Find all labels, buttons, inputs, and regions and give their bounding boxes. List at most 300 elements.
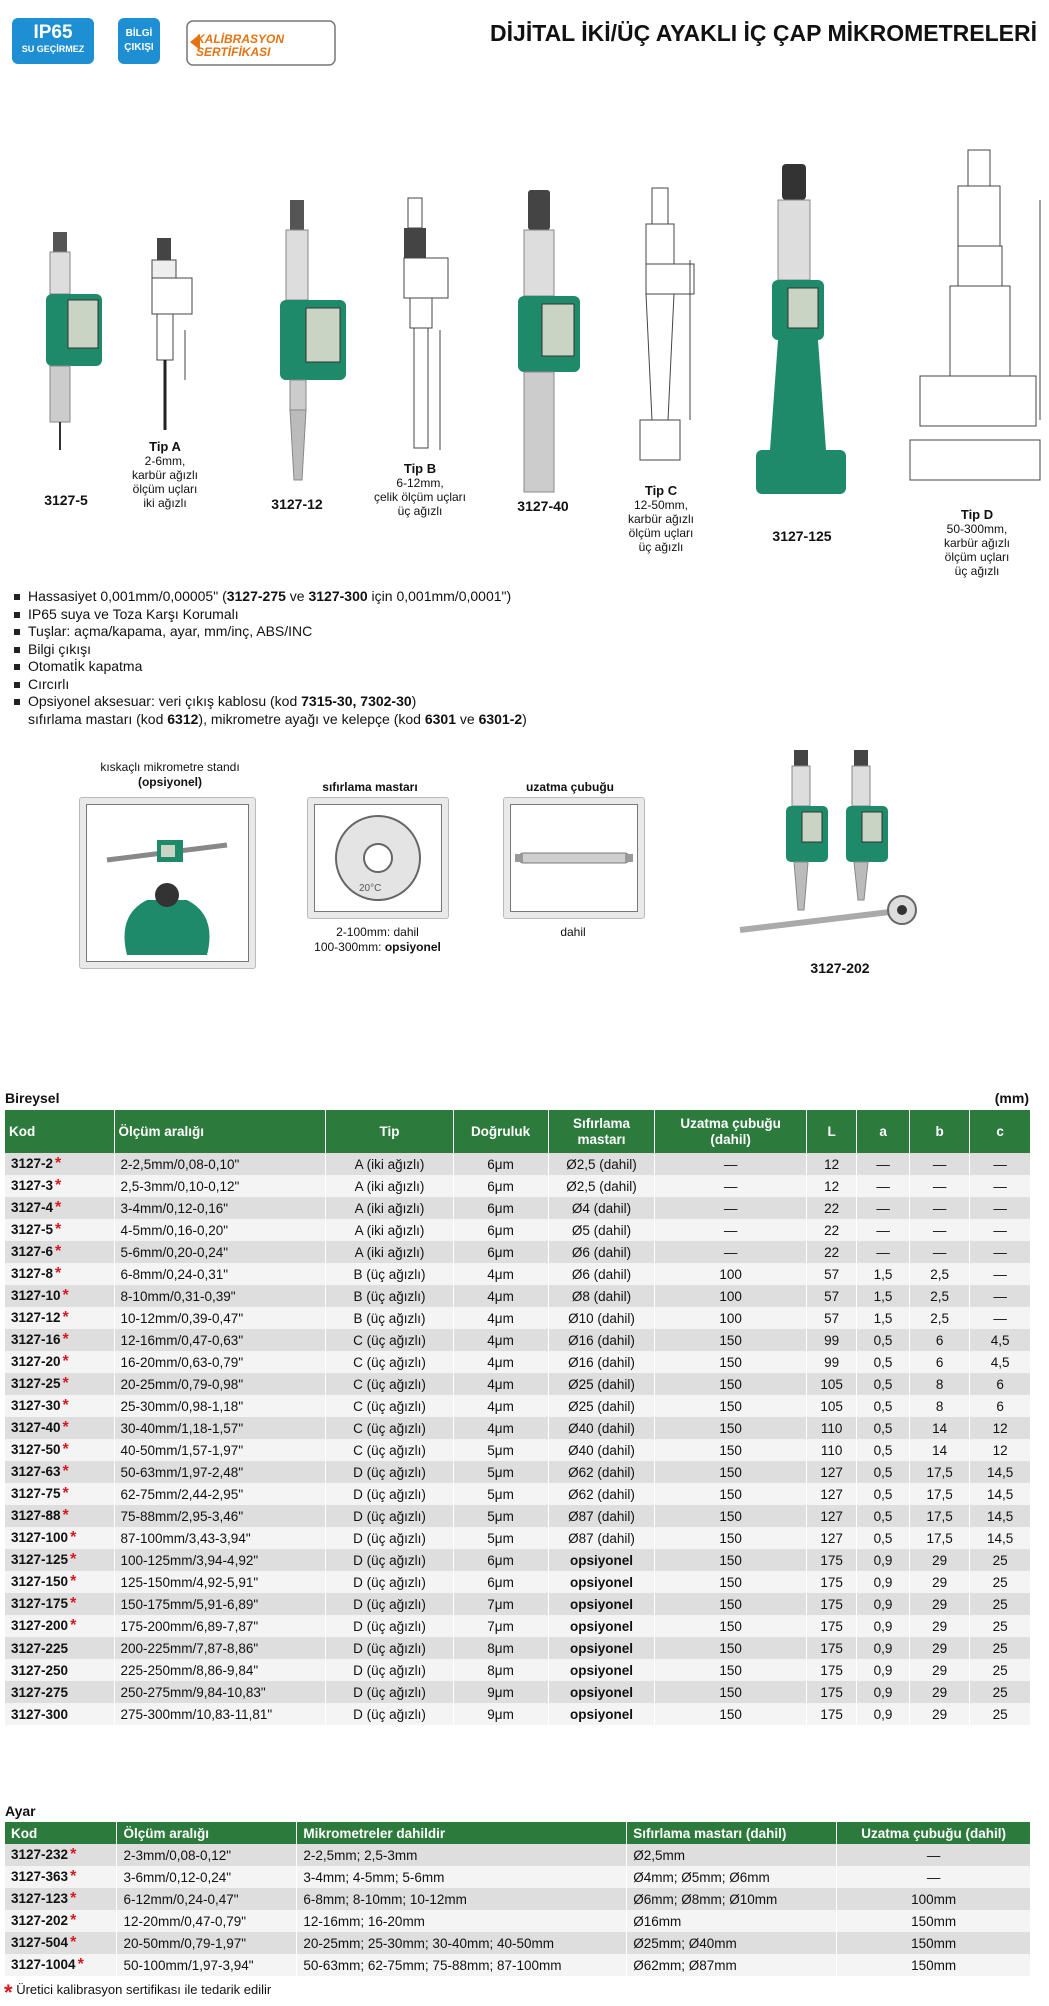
table-cell: Ø87 (dahil) [548, 1527, 655, 1549]
table-cell: 1,5 [857, 1263, 909, 1285]
calibration-text-line2: SERTİFİKASI [196, 45, 271, 59]
certificate-star-icon: * [62, 1397, 69, 1414]
micrometer-3127-12-illustration [280, 200, 346, 480]
table-cell: 25 [970, 1703, 1031, 1725]
stand-title: kıskaçlı mikrometre standı (opsiyonel) [100, 760, 240, 789]
table-cell: — [655, 1153, 806, 1175]
table-cell: 2,5 [909, 1285, 970, 1307]
table-cell: 4μm [453, 1307, 548, 1329]
header-cell: Ölçüm aralığı [117, 1822, 297, 1844]
code-cell: 3127-20 * [5, 1351, 114, 1373]
product-code-label: 3127-12 [271, 496, 323, 512]
tip-c-line: karbür ağızlı [627, 512, 695, 526]
table-cell: 150 [655, 1461, 806, 1483]
table-cell: D (üç ağızlı) [326, 1703, 453, 1725]
certificate-star-icon: * [55, 1243, 62, 1260]
table-cell: 110 [806, 1417, 856, 1439]
table-cell: 0,5 [857, 1439, 909, 1461]
micrometer-3127-125-illustration [756, 164, 846, 494]
tip-a-line: ölçüm uçları [132, 482, 198, 496]
code-cell: 3127-4 * [5, 1197, 114, 1219]
table-cell: 99 [806, 1351, 856, 1373]
code-cell: 3127-12 * [5, 1307, 114, 1329]
table-cell: 10-12mm/0,39-0,47" [114, 1307, 326, 1329]
code-cell: 3127-150 * [5, 1571, 114, 1593]
table-row [5, 1395, 1031, 1417]
table-cell: — [970, 1241, 1031, 1263]
table-cell: 14,5 [970, 1527, 1031, 1549]
table-row [5, 1954, 1031, 1976]
feature-item: Opsiyonel aksesuar: veri çıkış kablosu (kod 7315-30, 7302-30) [12, 693, 527, 711]
table-cell: 6-12mm/0,24-0,47" [117, 1888, 297, 1910]
table-cell: 150mm [837, 1932, 1031, 1954]
table-cell: Ø62mm; Ø87mm [627, 1954, 837, 1976]
table-cell: 25 [970, 1615, 1031, 1637]
table-cell: 150 [655, 1703, 806, 1725]
table-cell: 14,5 [970, 1483, 1031, 1505]
table-cell: 14 [909, 1417, 970, 1439]
stand-image-box [79, 797, 256, 969]
table-cell: 12 [806, 1175, 856, 1197]
table-cell: — [857, 1219, 909, 1241]
gauge-ring-title: sıfırlama mastarı [322, 780, 418, 794]
table-cell: 150mm [837, 1954, 1031, 1976]
tip-b-line: 6-12mm, [396, 476, 444, 490]
code-cell: 3127-504 * [5, 1932, 117, 1954]
table-cell: Ø4 (dahil) [548, 1197, 655, 1219]
table-cell: A (iki ağızlı) [326, 1153, 453, 1175]
certificate-star-icon: * [62, 1463, 69, 1480]
header-cell: L [806, 1110, 856, 1153]
table-cell: 25-30mm/0,98-1,18" [114, 1395, 326, 1417]
table-cell: 50-63mm; 62-75mm; 75-88mm; 87-100mm [297, 1954, 627, 1976]
micrometer-3127-5-illustration [46, 232, 102, 450]
table-cell: 6μm [453, 1153, 548, 1175]
code-cell: 3127-125 * [5, 1549, 114, 1571]
table-cell: 12-16mm/0,47-0,63" [114, 1329, 326, 1351]
table-cell: — [909, 1197, 970, 1219]
table-cell: 100 [655, 1307, 806, 1329]
ip65-badge-big: IP65 [33, 22, 73, 43]
header-cell: Kod [5, 1110, 114, 1153]
table-cell: 3-4mm/0,12-0,16" [114, 1197, 326, 1219]
table-cell: Ø62 (dahil) [548, 1483, 655, 1505]
table-cell: 1,5 [857, 1285, 909, 1307]
table-row [5, 1219, 1031, 1241]
table-cell: Ø16 (dahil) [548, 1351, 655, 1373]
table-cell: 200-225mm/7,87-8,86" [114, 1637, 326, 1659]
code-cell: 3127-100 * [5, 1527, 114, 1549]
table-cell: 50-63mm/1,97-2,48" [114, 1461, 326, 1483]
tip-a-line: 2-6mm, [144, 454, 186, 468]
table-cell: 4μm [453, 1395, 548, 1417]
table-row [5, 1153, 1031, 1175]
table-cell: 6-8mm; 8-10mm; 10-12mm [297, 1888, 627, 1910]
table-cell: 6μm [453, 1219, 548, 1241]
certificate-star-icon: * [62, 1419, 69, 1436]
table-cell: Ø40 (dahil) [548, 1417, 655, 1439]
table-cell: 8-10mm/0,31-0,39" [114, 1285, 326, 1307]
table-cell: Ø6mm; Ø8mm; Ø10mm [627, 1888, 837, 1910]
table-row [5, 1461, 1031, 1483]
table-cell: 0,9 [857, 1549, 909, 1571]
table-cell: 175 [806, 1571, 856, 1593]
table-cell: — [970, 1153, 1031, 1175]
table-cell: 0,9 [857, 1681, 909, 1703]
set-section-title: Ayar [5, 1803, 36, 1819]
table-cell: Ø25 (dahil) [548, 1373, 655, 1395]
header-cell: Sıfırlama mastarı [548, 1110, 655, 1153]
tip-a-line: iki ağızlı [143, 496, 187, 510]
tip-a-drawing [152, 238, 192, 430]
table-cell: 6-8mm/0,24-0,31" [114, 1263, 326, 1285]
set-3127-202-illustration [720, 740, 930, 940]
table-cell: C (üç ağızlı) [326, 1439, 453, 1461]
table-cell: — [655, 1241, 806, 1263]
tip-a-name: Tip A [149, 439, 181, 454]
code-cell: 3127-363 * [5, 1866, 117, 1888]
code-cell: 3127-8 * [5, 1263, 114, 1285]
certificate-star-icon: * [70, 1595, 77, 1612]
tip-c-line: 12-50mm, [633, 498, 689, 512]
table-cell: 4μm [453, 1285, 548, 1307]
tip-d-line: karbür ağızlı [943, 536, 1011, 550]
table-cell: 12-16mm; 16-20mm [297, 1910, 627, 1932]
table-cell: — [857, 1153, 909, 1175]
table-cell: 125-150mm/4,92-5,91" [114, 1571, 326, 1593]
table-cell: 150 [655, 1637, 806, 1659]
table-cell: 127 [806, 1483, 856, 1505]
code-cell: 3127-50 * [5, 1439, 114, 1461]
table-cell: 0,9 [857, 1593, 909, 1615]
table-cell: Ø6 (dahil) [548, 1263, 655, 1285]
table-cell: 2-3mm/0,08-0,12" [117, 1844, 297, 1866]
table-row [5, 1910, 1031, 1932]
code-cell: 3127-225 [5, 1637, 114, 1659]
calibration-certificate-text [196, 33, 284, 59]
table-cell: 6μm [453, 1197, 548, 1219]
table-cell: 1,5 [857, 1307, 909, 1329]
table-row [5, 1681, 1031, 1703]
table-cell: 127 [806, 1461, 856, 1483]
header-cell: Tip [326, 1110, 453, 1153]
feature-item: IP65 suya ve Toza Karşı Korumalı [12, 606, 527, 624]
table-row [5, 1505, 1031, 1527]
unit-label: (mm) [994, 1090, 1029, 1106]
table-cell: Ø40 (dahil) [548, 1439, 655, 1461]
feature-item-continued: sıfırlama mastarı (kod 6312), mikrometre ayağı ve kelepçe (kod 6301 ve 6301-2) [28, 710, 527, 727]
table-cell: D (üç ağızlı) [326, 1483, 453, 1505]
table-cell: — [970, 1175, 1031, 1197]
extension-rod-illustration [511, 805, 637, 911]
certificate-star-icon: * [70, 1617, 77, 1634]
table-cell: 150 [655, 1417, 806, 1439]
table-row [5, 1888, 1031, 1910]
header-cell: c [970, 1110, 1031, 1153]
table-cell: 0,5 [857, 1395, 909, 1417]
table-cell: C (üç ağızlı) [326, 1351, 453, 1373]
table-cell: D (üç ağızlı) [326, 1527, 453, 1549]
feature-item: Cırcırlı [12, 676, 527, 694]
code-cell: 3127-63 * [5, 1461, 114, 1483]
table-cell: 150 [655, 1681, 806, 1703]
extension-rod-title: uzatma çubuğu [525, 780, 614, 794]
tip-d-label [922, 508, 1032, 578]
table-row [5, 1241, 1031, 1263]
table-row [5, 1571, 1031, 1593]
table-cell: 0,9 [857, 1637, 909, 1659]
table-row [5, 1197, 1031, 1219]
ip65-badge [12, 18, 94, 64]
table-cell: 0,5 [857, 1417, 909, 1439]
table-row [5, 1932, 1031, 1954]
table-cell: opsiyonel [548, 1637, 655, 1659]
table-row [5, 1329, 1031, 1351]
table-cell: D (üç ağızlı) [326, 1681, 453, 1703]
table-cell: 57 [806, 1285, 856, 1307]
tip-d-name: Tip D [960, 507, 994, 522]
tip-a-line: karbür ağızlı [131, 468, 199, 482]
tip-b-line: çelik ölçüm uçları [373, 490, 467, 504]
set-models-table [5, 1822, 1031, 1976]
table-cell: 7μm [453, 1593, 548, 1615]
table-cell: 8 [909, 1395, 970, 1417]
table-cell: 127 [806, 1527, 856, 1549]
certificate-star-icon: * [62, 1287, 69, 1304]
table-cell: 87-100mm/3,43-3,94" [114, 1527, 326, 1549]
table-cell: 150 [655, 1329, 806, 1351]
table-cell: 17,5 [909, 1527, 970, 1549]
table-cell: 25 [970, 1637, 1031, 1659]
table-cell: — [970, 1197, 1031, 1219]
header-cell: b [909, 1110, 970, 1153]
table-cell: 0,5 [857, 1527, 909, 1549]
set-code-label: 3127-202 [810, 960, 870, 976]
footnote-text: Üretici kalibrasyon sertifikası ile tedarik edilir [16, 1982, 272, 1997]
table-cell: 0,5 [857, 1329, 909, 1351]
table-cell: 110 [806, 1439, 856, 1461]
table-cell: 275-300mm/10,83-11,81" [114, 1703, 326, 1725]
table-cell: 150 [655, 1615, 806, 1637]
table-cell: 100-125mm/3,94-4,92" [114, 1549, 326, 1571]
table-cell: 4,5 [970, 1351, 1031, 1373]
table-cell: 22 [806, 1219, 856, 1241]
table-header-row [5, 1110, 1031, 1153]
table-cell: Ø25 (dahil) [548, 1395, 655, 1417]
header-cell: Ölçüm aralığı [114, 1110, 326, 1153]
table-cell: — [970, 1307, 1031, 1329]
table-cell: 57 [806, 1307, 856, 1329]
table-cell: Ø25mm; Ø40mm [627, 1932, 837, 1954]
tip-c-label [606, 484, 716, 554]
table-cell: 29 [909, 1703, 970, 1725]
table-cell: Ø2,5mm [627, 1844, 837, 1866]
product-code-label: 3127-40 [517, 498, 569, 514]
table-cell: 5μm [453, 1439, 548, 1461]
tip-c-drawing [640, 188, 694, 460]
table-cell: 29 [909, 1571, 970, 1593]
table-cell: 2,5-3mm/0,10-0,12" [114, 1175, 326, 1197]
product-illustrations [0, 140, 1049, 580]
table-cell: 175 [806, 1549, 856, 1571]
table-cell: 50-100mm/1,97-3,94" [117, 1954, 297, 1976]
table-cell: 150 [655, 1571, 806, 1593]
header-cell: Uzatma çubuğu (dahil) [655, 1110, 806, 1153]
table-cell: Ø5 (dahil) [548, 1219, 655, 1241]
table-cell: D (üç ağızlı) [326, 1571, 453, 1593]
table-cell: 150 [655, 1395, 806, 1417]
table-cell: 150 [655, 1593, 806, 1615]
table-cell: A (iki ağızlı) [326, 1241, 453, 1263]
table-cell: opsiyonel [548, 1593, 655, 1615]
table-cell: 62-75mm/2,44-2,95" [114, 1483, 326, 1505]
table-cell: 4μm [453, 1351, 548, 1373]
code-cell: 3127-1004 * [5, 1954, 117, 1976]
table-cell: 4,5 [970, 1329, 1031, 1351]
table-cell: opsiyonel [548, 1703, 655, 1725]
table-row [5, 1593, 1031, 1615]
table-cell: — [970, 1219, 1031, 1241]
code-cell: 3127-6 * [5, 1241, 114, 1263]
table-cell: 6 [909, 1329, 970, 1351]
table-cell: 3-6mm/0,12-0,24" [117, 1866, 297, 1888]
header-cell: Doğruluk [453, 1110, 548, 1153]
table-cell: 57 [806, 1263, 856, 1285]
table-cell: opsiyonel [548, 1659, 655, 1681]
header-cell: Uzatma çubuğu (dahil) [837, 1822, 1031, 1844]
code-cell: 3127-3 * [5, 1175, 114, 1197]
table-cell: 150 [655, 1373, 806, 1395]
certificate-star-icon: * [70, 1573, 77, 1590]
table-cell: 25 [970, 1659, 1031, 1681]
table-cell: 100 [655, 1285, 806, 1307]
certificate-star-icon: * [62, 1375, 69, 1392]
table-cell: 5μm [453, 1505, 548, 1527]
table-cell: Ø16mm [627, 1910, 837, 1932]
table-cell: — [909, 1153, 970, 1175]
table-cell: 25 [970, 1549, 1031, 1571]
table-cell: 8 [909, 1373, 970, 1395]
table-cell: — [909, 1175, 970, 1197]
table-cell: 150 [655, 1505, 806, 1527]
micrometer-3127-40-illustration [518, 190, 580, 492]
table-cell: 0,5 [857, 1351, 909, 1373]
table-row [5, 1263, 1031, 1285]
tip-b-label [360, 462, 480, 518]
code-cell: 3127-2 * [5, 1153, 114, 1175]
table-cell: 29 [909, 1637, 970, 1659]
table-cell: — [857, 1175, 909, 1197]
table-cell: D (üç ağızlı) [326, 1615, 453, 1637]
table-cell: 175 [806, 1681, 856, 1703]
table-cell: 2-2,5mm; 2,5-3mm [297, 1844, 627, 1866]
table-cell: 20-50mm/0,79-1,97" [117, 1932, 297, 1954]
tip-c-line: üç ağızlı [638, 540, 684, 554]
table-cell: 6μm [453, 1571, 548, 1593]
certificate-star-icon: * [70, 1934, 77, 1951]
table-cell: 25 [970, 1681, 1031, 1703]
tip-b-line: üç ağızlı [397, 504, 443, 518]
table-cell: 29 [909, 1593, 970, 1615]
certificate-star-icon: * [62, 1485, 69, 1502]
certificate-star-icon: * [62, 1441, 69, 1458]
table-cell: opsiyonel [548, 1549, 655, 1571]
individual-section-title: Bireysel [5, 1090, 60, 1106]
gauge-ring-caption: 2-100mm: dahil 100-300mm: opsiyonel [314, 925, 441, 954]
data-output-badge-line2: ÇIKIŞI [124, 42, 154, 53]
certificate-star-icon: * [62, 1331, 69, 1348]
tip-d-line: 50-300mm, [946, 522, 1008, 536]
table-cell: 20-25mm; 25-30mm; 30-40mm; 40-50mm [297, 1932, 627, 1954]
tip-d-line: üç ağızlı [954, 564, 1000, 578]
table-cell: Ø10 (dahil) [548, 1307, 655, 1329]
code-cell: 3127-16 * [5, 1329, 114, 1351]
table-cell: 25 [970, 1571, 1031, 1593]
data-output-badge [118, 18, 160, 64]
calibration-text-line1: KALİBRASYON [196, 32, 285, 46]
certificate-star-icon: * [55, 1155, 62, 1172]
code-cell: 3127-202 * [5, 1910, 117, 1932]
table-cell: 17,5 [909, 1505, 970, 1527]
tip-b-drawing [404, 198, 448, 450]
table-cell: 4μm [453, 1329, 548, 1351]
table-cell: A (iki ağızlı) [326, 1175, 453, 1197]
table-cell: — [970, 1285, 1031, 1307]
code-cell: 3127-275 [5, 1681, 114, 1703]
table-cell: 6μm [453, 1549, 548, 1571]
table-cell: 150 [655, 1659, 806, 1681]
table-cell: 100mm [837, 1888, 1031, 1910]
certificate-star-icon: * [70, 1846, 77, 1863]
code-cell: 3127-75 * [5, 1483, 114, 1505]
micrometer-stand-illustration [87, 805, 248, 961]
table-cell: 30-40mm/1,18-1,57" [114, 1417, 326, 1439]
table-cell: 8μm [453, 1659, 548, 1681]
table-cell: 6 [970, 1395, 1031, 1417]
header-cell: Sıfırlama mastarı (dahil) [627, 1822, 837, 1844]
gauge-ring-image-box [307, 797, 449, 919]
table-cell: — [857, 1241, 909, 1263]
table-cell: opsiyonel [548, 1681, 655, 1703]
table-cell: 3-4mm; 4-5mm; 5-6mm [297, 1866, 627, 1888]
table-cell: D (üç ağızlı) [326, 1593, 453, 1615]
table-cell: 0,9 [857, 1659, 909, 1681]
table-cell: 175 [806, 1593, 856, 1615]
certificate-star-icon: * [70, 1890, 77, 1907]
table-cell: 14 [909, 1439, 970, 1461]
extension-rod-image-box [503, 797, 645, 919]
table-cell: 29 [909, 1659, 970, 1681]
code-cell: 3127-232 * [5, 1844, 117, 1866]
table-cell: — [909, 1241, 970, 1263]
table-cell: 127 [806, 1505, 856, 1527]
code-cell: 3127-88 * [5, 1505, 114, 1527]
table-cell: — [970, 1263, 1031, 1285]
table-cell: 5μm [453, 1483, 548, 1505]
table-cell: 175 [806, 1703, 856, 1725]
feature-item: Otomatİk kapatma [12, 658, 527, 676]
tip-a-label [110, 440, 220, 510]
table-row [5, 1703, 1031, 1725]
table-cell: — [909, 1219, 970, 1241]
table-cell: D (üç ağızlı) [326, 1659, 453, 1681]
table-cell: Ø16 (dahil) [548, 1329, 655, 1351]
certificate-star-icon: * [55, 1221, 62, 1238]
certificate-star-icon: * [62, 1309, 69, 1326]
table-cell: D (üç ağızlı) [326, 1549, 453, 1571]
table-cell: 150 [655, 1483, 806, 1505]
table-cell: 29 [909, 1615, 970, 1637]
